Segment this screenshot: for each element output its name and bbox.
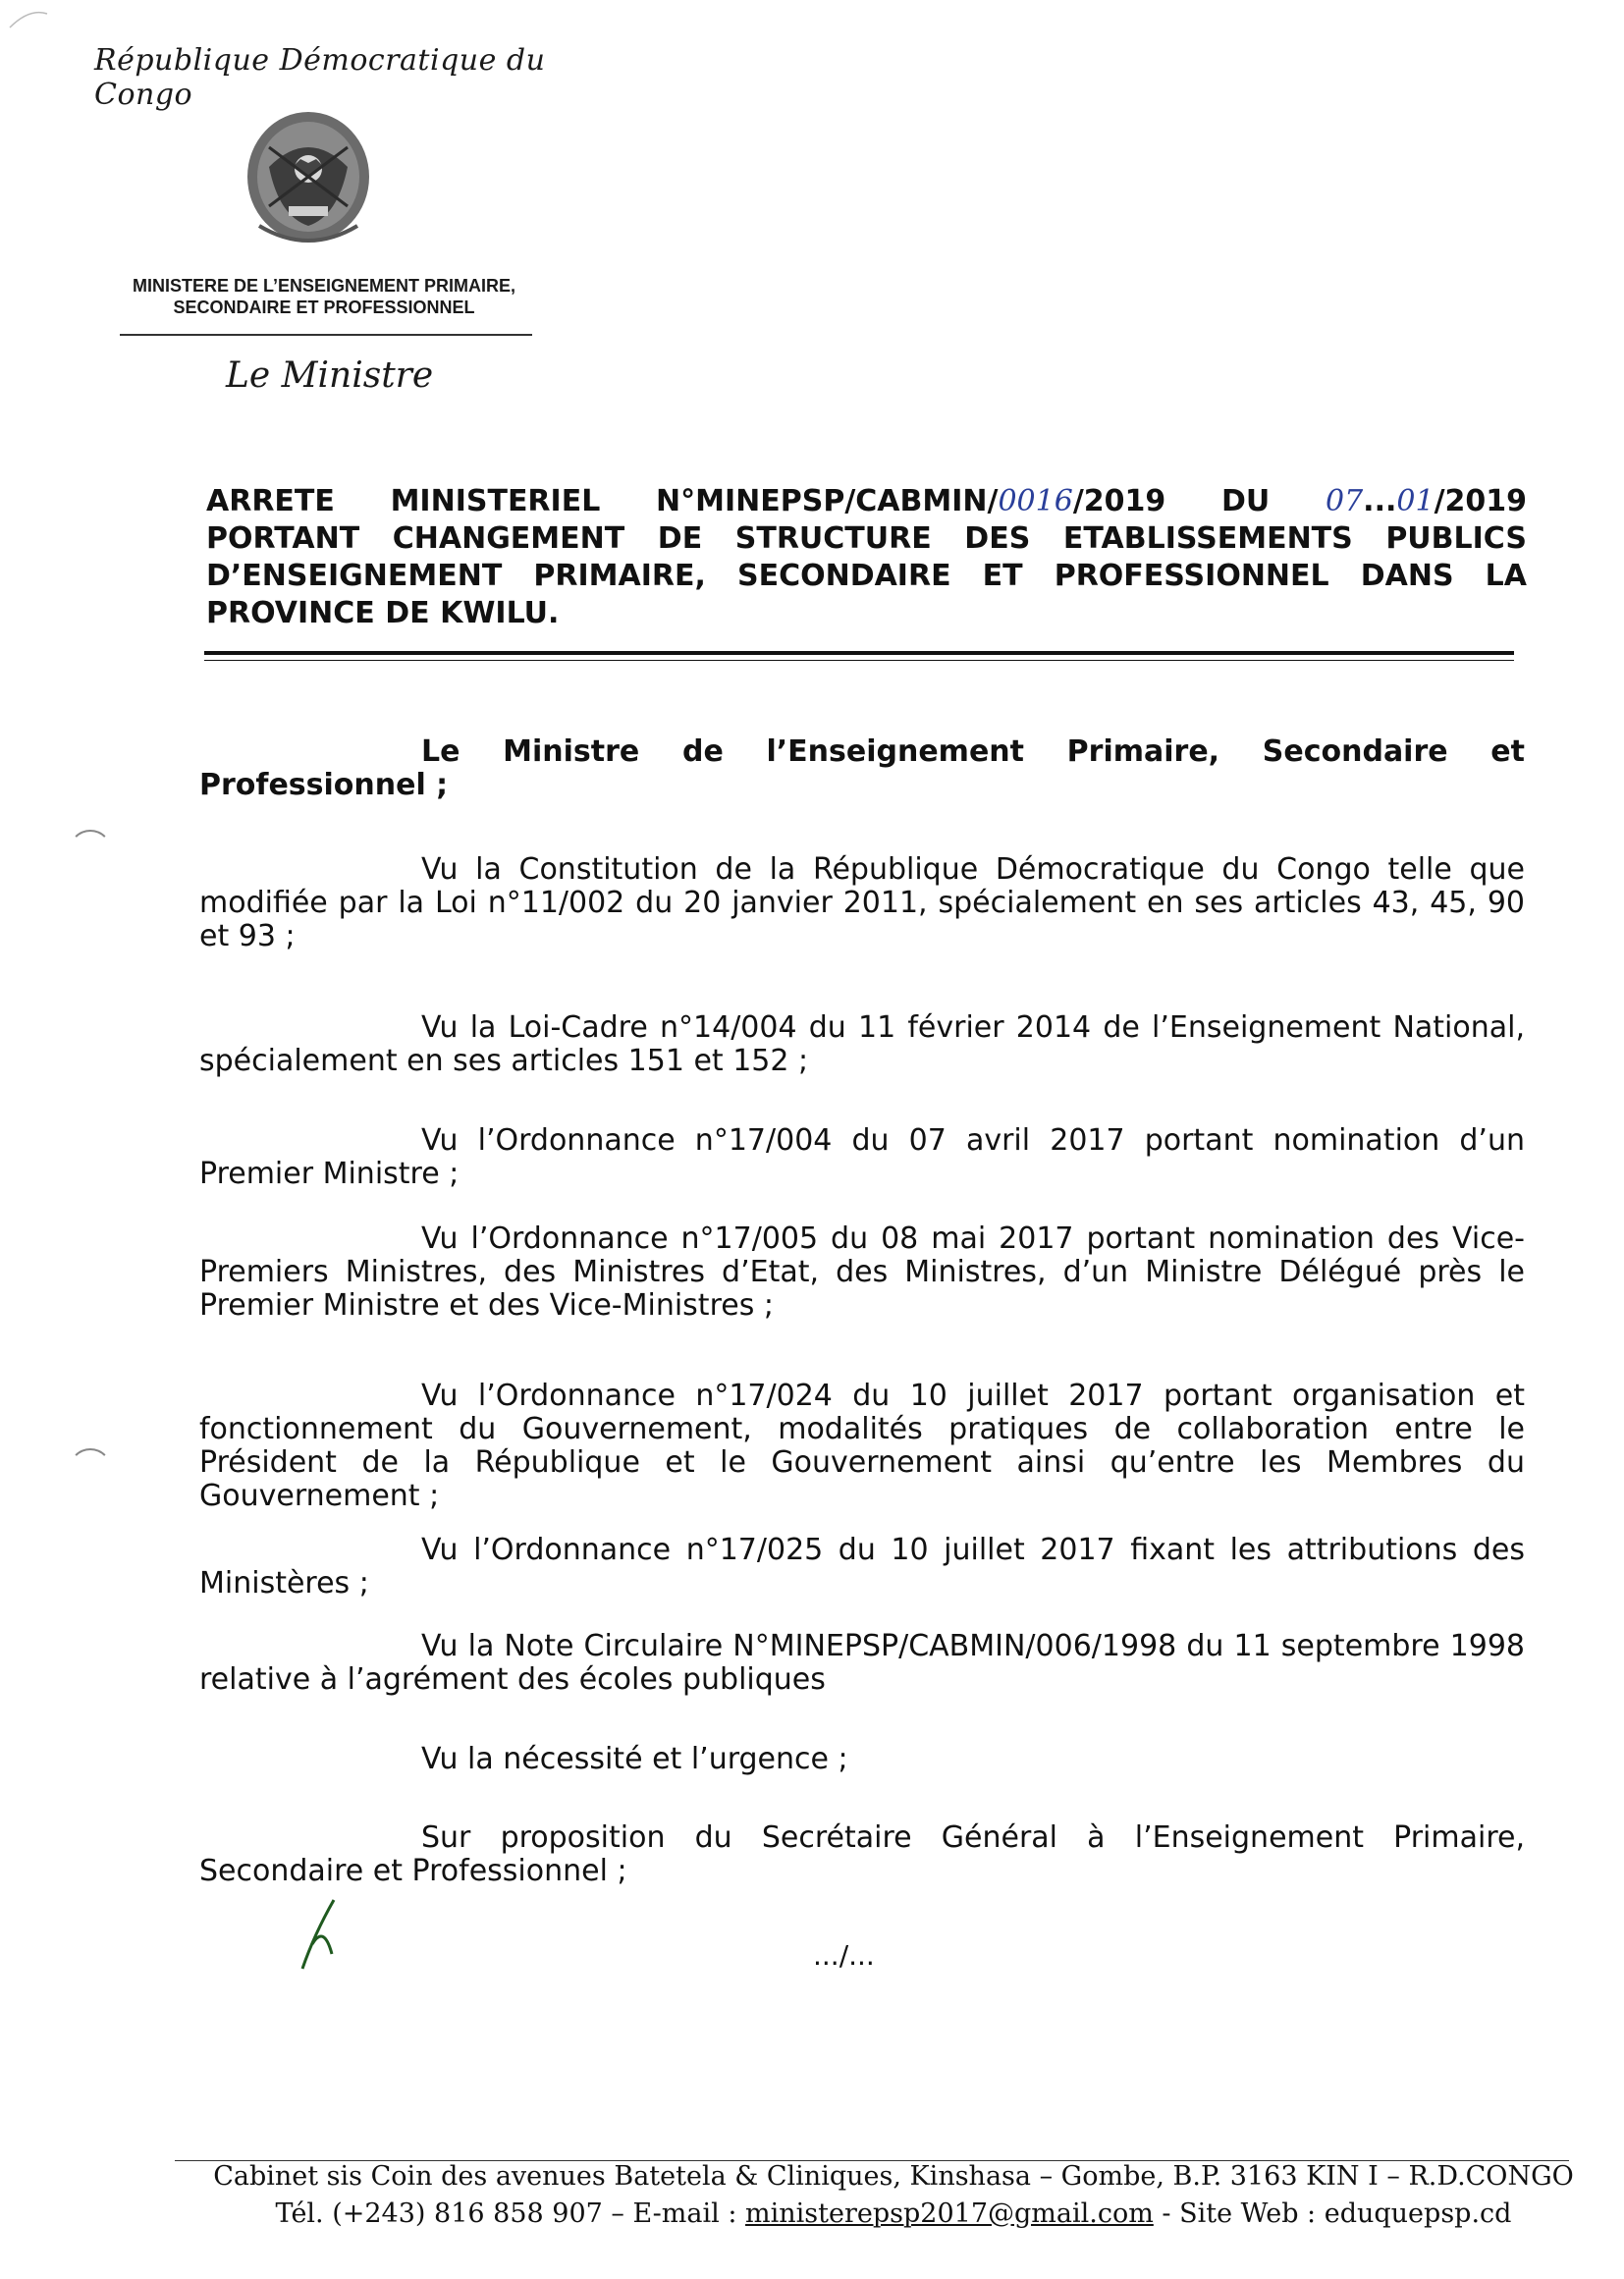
considering-ordonnance-004-text: Vu l’Ordonnance n°17/004 du 07 avril 2017 portant nomination d’un Premier Ministre ; bbox=[199, 1123, 1525, 1191]
considering-loi-cadre-text: Vu la Loi-Cadre n°14/004 du 11 février 2014 de l’Enseignement National, spécialement en ses articles 151 et 152 ; bbox=[199, 1010, 1525, 1078]
title-year: /2019 bbox=[1434, 484, 1528, 518]
handwritten-day: 07 bbox=[1325, 484, 1364, 518]
considering-ordonnance-025-text: Vu l’Ordonnance n°17/025 du 10 juillet 2017 fixant les attributions des Ministères ; bbox=[199, 1533, 1525, 1601]
footer-phone: Tél. (+243) 816 858 907 – E-mail : bbox=[275, 2198, 746, 2229]
footer-contact bbox=[98, 2158, 1624, 2233]
title-year-du: /2019 DU bbox=[1072, 484, 1326, 518]
considering-urgency-text: Vu la nécessité et l’urgence ; bbox=[421, 1742, 848, 1776]
considering-constitution bbox=[199, 853, 1525, 953]
considering-note-circulaire bbox=[199, 1630, 1525, 1697]
considering-note-circulaire-text: Vu la Note Circulaire N°MINEPSP/CABMIN/006/1998 du 11 septembre 1998 relative à l’agrément des écoles publiques bbox=[199, 1629, 1525, 1697]
handwritten-decree-number: 0016 bbox=[998, 484, 1073, 518]
on-proposal bbox=[199, 1821, 1525, 1888]
date-separator: ... bbox=[1363, 484, 1397, 518]
considering-ordonnance-025 bbox=[199, 1534, 1525, 1601]
on-proposal-text: Sur proposition du Secrétaire Général à l’Enseignement Primaire, Secondaire et Professionnel ; bbox=[199, 1820, 1525, 1888]
considering-urgency bbox=[199, 1743, 1525, 1776]
considering-ordonnance-005-text: Vu l’Ordonnance n°17/005 du 08 mai 2017 portant nomination des Vice-Premiers Ministres, des Ministres d’Etat, des Ministres, d’un Ministre Délégué près le Premier Ministre et des Vice-Ministres ; bbox=[199, 1221, 1525, 1323]
title-rule-thick bbox=[204, 651, 1514, 655]
considering-ordonnance-024-text: Vu l’Ordonnance n°17/024 du 10 juillet 2017 portant organisation et fonctionnement du Gouvernement, modalités pratiques de collaboration entre le Président de la République et le Gouvernement ainsi qu’entre les Membres du Gouvernement ; bbox=[199, 1379, 1525, 1513]
minister-preamble-text: Le Ministre de l’Enseignement Primaire, Secondaire et Professionnel ; bbox=[199, 734, 1525, 802]
ministry-line-2: SECONDAIRE ET PROFESSIONNEL bbox=[173, 298, 475, 317]
footer-website: - Site Web : eduquepsp.cd bbox=[1153, 2198, 1512, 2229]
page-continuation: .../... bbox=[813, 1939, 875, 1972]
drc-coat-of-arms-icon bbox=[240, 108, 377, 255]
punch-hole-mark bbox=[69, 830, 112, 873]
punch-hole-mark bbox=[69, 1448, 112, 1492]
title-number-prefix: ARRETE MINISTERIEL N°MINEPSP/CABMIN/ bbox=[206, 484, 999, 518]
considering-ordonnance-005 bbox=[199, 1222, 1525, 1323]
ministry-line-1: MINISTERE DE L’ENSEIGNEMENT PRIMAIRE, bbox=[132, 276, 516, 296]
considering-constitution-text: Vu la Constitution de la République Démocratique du Congo telle que modifiée par la Loi n°11/002 du 20 janvier 2011, spécialement en ses articles 43, 45, 90 et 93 ; bbox=[199, 852, 1525, 953]
title-rule-thin bbox=[204, 660, 1514, 661]
handwritten-initial-mark bbox=[295, 1895, 353, 1974]
handwritten-month: 01 bbox=[1396, 484, 1435, 518]
footer-address: Cabinet sis Coin des avenues Batetela & Cliniques, Kinshasa – Gombe, B.P. 3163 KIN I – R.D.CONGO bbox=[213, 2161, 1574, 2192]
scan-corner-mark bbox=[0, 0, 49, 29]
decree-title bbox=[206, 483, 1527, 632]
considering-loi-cadre bbox=[199, 1011, 1525, 1078]
republic-heading: République Démocratique du Congo bbox=[94, 43, 546, 112]
footer-contact-line bbox=[98, 2196, 1624, 2233]
le-ministre-heading: Le Ministre bbox=[226, 355, 434, 396]
considering-ordonnance-004 bbox=[199, 1124, 1525, 1191]
footer-email-link[interactable]: ministerepsp2017@gmail.com bbox=[745, 2198, 1154, 2229]
title-line-1 bbox=[206, 483, 1527, 520]
header-divider bbox=[120, 334, 532, 336]
title-line-3: D’ENSEIGNEMENT PRIMAIRE, SECONDAIRE ET PROFESSIONNEL DANS LA bbox=[206, 559, 1527, 593]
title-line-4: PROVINCE DE KWILU. bbox=[206, 596, 560, 630]
minister-preamble bbox=[199, 735, 1525, 802]
title-line-2: PORTANT CHANGEMENT DE STRUCTURE DES ETABLISSEMENTS PUBLICS bbox=[206, 521, 1527, 556]
ministry-name bbox=[98, 275, 550, 318]
considering-ordonnance-024 bbox=[199, 1380, 1525, 1513]
